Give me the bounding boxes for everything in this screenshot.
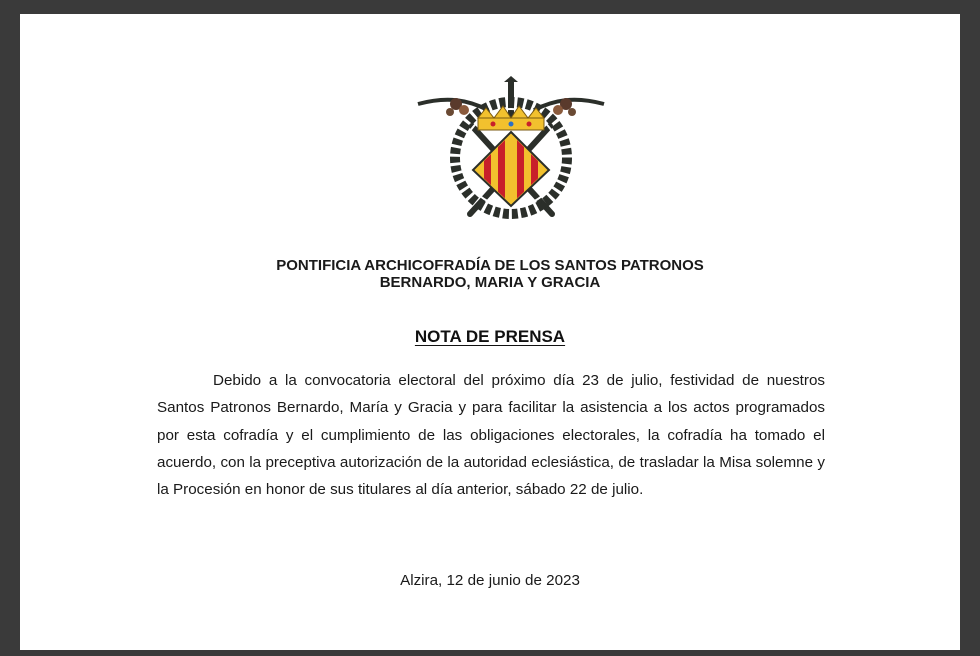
press-release-title	[20, 327, 960, 347]
document-page	[20, 14, 960, 650]
press-release-body: Debido a la convocatoria electoral del próximo día 23 de julio, festividad de nuestros Santos Patronos Bernardo, María y Gracia y para facilitar la asistencia a los actos programados por esta cofradía y el cumplimiento de las obligaciones electorales, la cofradía ha tomado el acuerdo, con la preceptiva autorización de la autoridad eclesiástica, de trasladar la Misa solemne y la Procesión en honor de sus titulares al día anterior, sábado 22 de julio.	[157, 372, 825, 499]
organization-name-line-1: PONTIFICIA ARCHICOFRADÍA DE LOS SANTOS PATRONOS	[276, 257, 704, 274]
confraternity-coat-of-arms-icon	[408, 74, 614, 220]
place-and-date: Alzira, 12 de junio de 2023	[400, 572, 580, 589]
organization-name-line-2: BERNARDO, MARIA Y GRACIA	[379, 274, 601, 291]
press-release-title-text: NOTA DE PRENSA	[414, 327, 566, 346]
